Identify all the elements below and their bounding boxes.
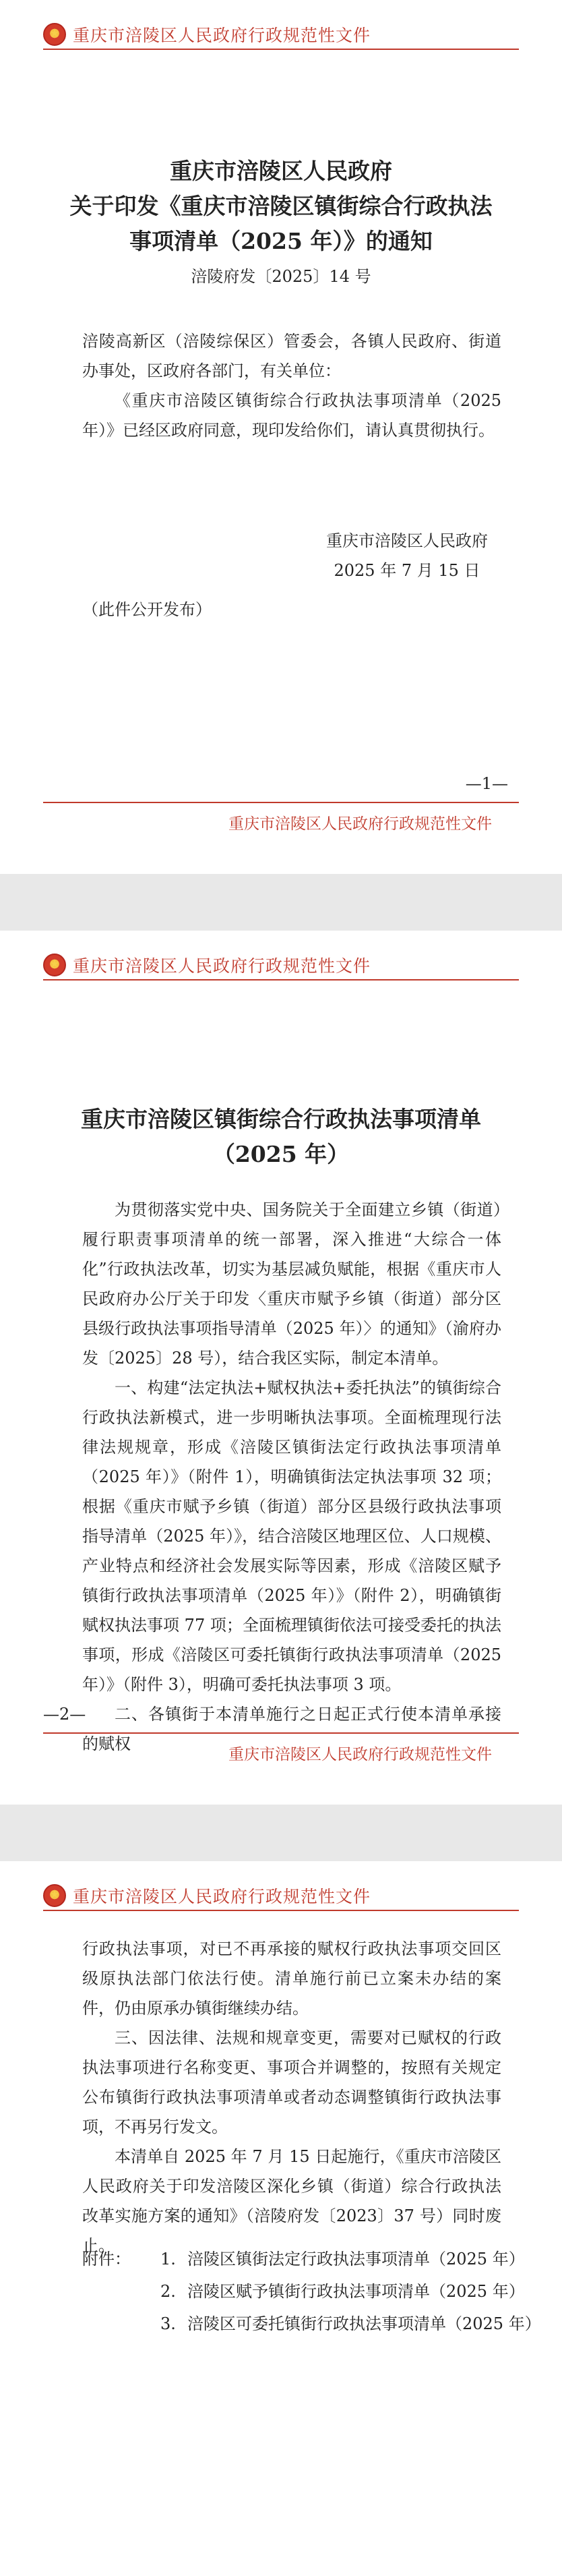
body-paragraph: 为贯彻落实党中央、国务院关于全面建立乡镇（街道）履行职责事项清单的统一部署，深入推进“大综合一体化”行政执法改革，切实为基层减负赋能，根据《重庆市人民政府办公厅关于印发〈重庆市赋予乡镇（街道）部分区县级行政执法事项指导清单（2025 年）〉的通知》（渝府办发〔2025〕28 号），结合我区实际，制定本清单。 [82, 1200, 501, 1368]
document-header [43, 951, 519, 980]
signature-block [313, 526, 501, 585]
attachments-list [82, 2243, 541, 2340]
header-title: 重庆市涪陵区人民政府行政规范性文件 [73, 956, 371, 976]
document-header [43, 1881, 519, 1911]
document-footer: 重庆市涪陵区人民政府行政规范性文件 [43, 1732, 519, 1764]
attachment-title: 涪陵区可委托镇街行政执法事项清单（2025 年） [187, 2314, 541, 2333]
list-title [54, 1102, 508, 1172]
publication-note: （此件公开发布） [82, 600, 212, 619]
body-paragraph: 本清单自 2025 年 7 月 15 日起施行，《重庆市涪陵区人民政府关于印发涪陵区深化乡镇（街道）综合行政执法改革实施方案的通知》（涪陵府发〔2023〕37 号）同时废止。 [82, 2147, 501, 2255]
body-paragraph: 三、因法律、法规和规章变更，需要对已赋权的行政执法事项进行名称变更、事项合并调整的，按照有关规定公布镇街行政执法事项清单或者动态调整镇街行政执法事项，不再另行发文。 [82, 2028, 501, 2136]
page-3 [0, 1861, 562, 2576]
issue-date: 2025 年 7 月 15 日 [334, 561, 480, 580]
attachment-item: 3. 涪陵区可委托镇街行政执法事项清单（2025 年） [82, 2308, 541, 2340]
notice-title [54, 154, 508, 291]
attachments-label: 附件： [82, 2250, 131, 2268]
recipients: 涪陵高新区（涪陵综保区）管委会，各镇人民政府、街道办事处，区政府各部门，有关单位： [82, 332, 501, 380]
list-body [82, 1195, 501, 1759]
attachment-title: 涪陵区赋予镇街行政执法事项清单（2025 年） [187, 2282, 525, 2301]
national-emblem-icon [43, 23, 66, 46]
attachment-title: 涪陵区镇街法定行政执法事项清单（2025 年） [187, 2250, 525, 2268]
header-title: 重庆市涪陵区人民政府行政规范性文件 [73, 1887, 371, 1906]
body-paragraph: 《重庆市涪陵区镇街综合行政执法事项清单（2025 年）》已经区政府同意，现印发给你们，请认真贯彻执行。 [82, 391, 501, 440]
title-line: 关于印发《重庆市涪陵区镇街综合行政执法 [69, 193, 493, 219]
header-title: 重庆市涪陵区人民政府行政规范性文件 [73, 26, 371, 45]
document-number: 涪陵府发〔2025〕14 号 [191, 267, 371, 286]
document-footer: 重庆市涪陵区人民政府行政规范性文件 [43, 802, 519, 833]
body-paragraph: 行政执法事项，对已不再承接的赋权行政执法事项交回区级原执法部门依法行使。清单施行前已立案未办结的案件，仍由原承办镇街继续办结。 [82, 1939, 501, 2018]
page-number: —1— [465, 774, 508, 793]
page-1 [0, 0, 562, 874]
document-header [43, 20, 519, 50]
signer: 重庆市涪陵区人民政府 [326, 531, 488, 550]
national-emblem-icon [43, 1884, 66, 1907]
attachment-item: 2. 涪陵区赋予镇街行政执法事项清单（2025 年） [82, 2275, 541, 2308]
page-2 [0, 931, 562, 1805]
body-paragraph: 一、构建“法定执法+赋权执法+委托执法”的镇街综合行政执法新模式，进一步明晰执法事项。全面梳理现行法律法规规章，形成《涪陵区镇街法定行政执法事项清单（2025 年）》（附件 1），明确镇街法定执法事项 32 项；根据《重庆市赋予乡镇（街道）部分区县级行政执法事项指导清单（2025 年）》，结合涪陵区地理区位、人口规模、产业特点和经济社会发展实际等因素，形成《涪陵区赋予镇街行政执法事项清单（2025 年）》（附件 2），明确镇街赋权执法事项 77 项；全面梳理镇街依法可接受委托的执法事项，形成《涪陵区可委托镇街行政执法事项清单（2025 年）》（附件 3），明确可委托执法事项 3 项。 [82, 1378, 501, 1694]
list-body-continued [82, 1934, 501, 2260]
national-emblem-icon [43, 954, 66, 976]
title-line: 重庆市涪陵区人民政府 [170, 158, 392, 184]
notice-body [82, 326, 501, 445]
page-number: —2— [43, 1705, 86, 1724]
attachment-item: 附件： 1. 涪陵区镇街法定行政执法事项清单（2025 年） [82, 2243, 541, 2275]
title-line: 重庆市涪陵区镇街综合行政执法事项清单 [81, 1106, 481, 1132]
title-line: （2025 年） [212, 1141, 350, 1167]
title-line: 事项清单（2025 年）》的通知 [129, 228, 433, 254]
body-paragraph: 二、各镇街于本清单施行之日起正式行使本清单承接的赋权 [82, 1705, 501, 1753]
